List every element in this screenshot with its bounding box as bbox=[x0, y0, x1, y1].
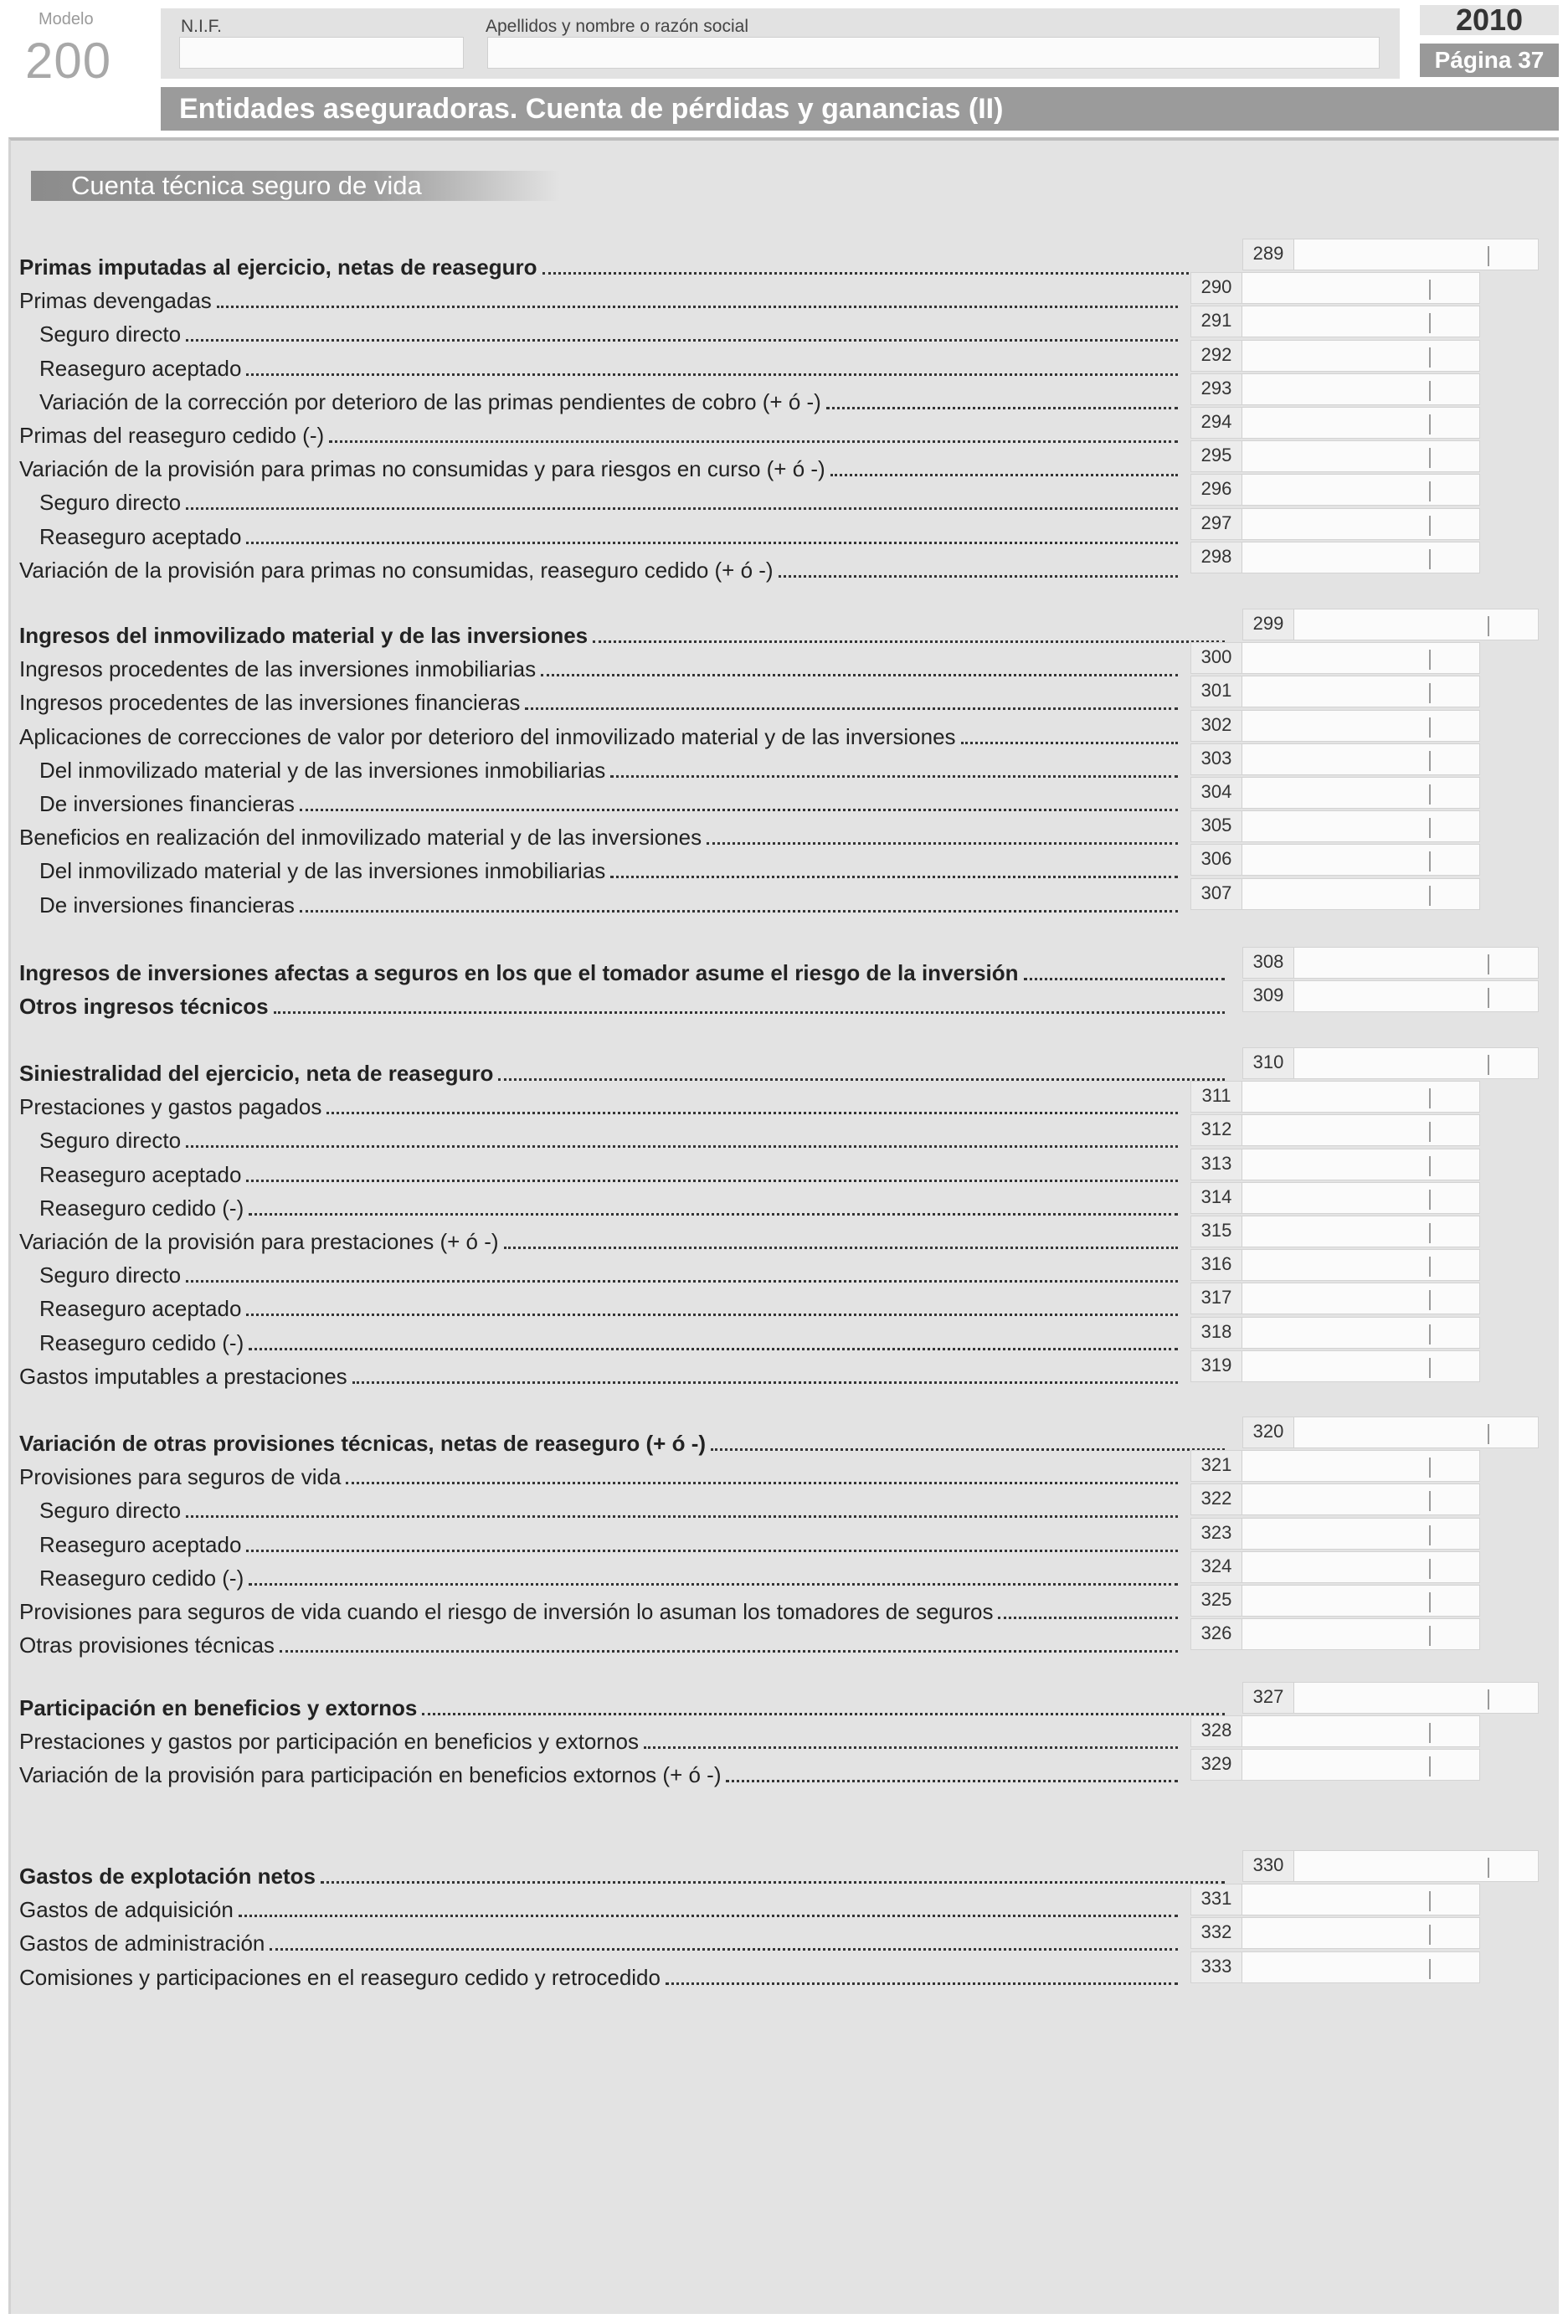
name-input[interactable] bbox=[487, 37, 1380, 69]
amount-field-332[interactable] bbox=[1190, 1917, 1480, 1949]
line-item-319 bbox=[19, 1359, 1178, 1392]
line-item-label: Seguro directo bbox=[39, 1262, 182, 1288]
line-item-306 bbox=[19, 853, 1178, 887]
line-item-316 bbox=[19, 1257, 1178, 1291]
amount-field-293[interactable] bbox=[1190, 373, 1480, 405]
dot-leader bbox=[246, 1314, 1178, 1316]
box-code: 295 bbox=[1191, 441, 1242, 471]
dot-leader bbox=[321, 1881, 1225, 1884]
dot-leader bbox=[217, 306, 1178, 308]
dot-leader bbox=[998, 1617, 1178, 1619]
box-code: 324 bbox=[1191, 1552, 1242, 1582]
decimal-separator-mark bbox=[1429, 1891, 1431, 1911]
box-code: 332 bbox=[1191, 1918, 1242, 1948]
box-code: 310 bbox=[1243, 1048, 1294, 1078]
box-code: 290 bbox=[1191, 273, 1242, 303]
amount-field-327[interactable] bbox=[1242, 1682, 1539, 1714]
line-item-label: De inversiones financieras bbox=[39, 791, 295, 816]
nif-input[interactable] bbox=[179, 37, 464, 69]
decimal-separator-mark bbox=[1429, 818, 1431, 838]
line-item-300 bbox=[19, 651, 1178, 685]
amount-field-318[interactable] bbox=[1190, 1317, 1480, 1349]
taxpayer-id-panel bbox=[161, 8, 1400, 79]
amount-field-324[interactable] bbox=[1190, 1551, 1480, 1583]
decimal-separator-mark bbox=[1488, 246, 1489, 266]
box-code: 333 bbox=[1191, 1952, 1242, 1982]
amount-field-331[interactable] bbox=[1190, 1884, 1480, 1915]
dot-leader bbox=[249, 1348, 1178, 1350]
line-item-label: Primas del reaseguro cedido (-) bbox=[19, 423, 325, 448]
line-item-label: Reaseguro aceptado bbox=[39, 1296, 242, 1322]
amount-field-307[interactable] bbox=[1190, 878, 1480, 910]
line-item-328 bbox=[19, 1724, 1178, 1757]
decimal-separator-mark bbox=[1488, 1858, 1489, 1878]
line-item-label: Del inmovilizado material y de las inversiones inmobiliarias bbox=[39, 858, 606, 884]
dot-leader bbox=[274, 1011, 1225, 1014]
box-code: 319 bbox=[1191, 1351, 1242, 1381]
decimal-separator-mark bbox=[1429, 1458, 1431, 1478]
line-item-326 bbox=[19, 1627, 1178, 1661]
line-item-label: Prestaciones y gastos pagados bbox=[19, 1094, 322, 1120]
line-item-330 bbox=[19, 1859, 1225, 1892]
line-item-294 bbox=[19, 418, 1178, 451]
box-code: 314 bbox=[1191, 1183, 1242, 1213]
box-code: 323 bbox=[1191, 1519, 1242, 1549]
decimal-separator-mark bbox=[1488, 988, 1489, 1008]
decimal-separator-mark bbox=[1429, 1723, 1431, 1743]
decimal-separator-mark bbox=[1429, 751, 1431, 771]
line-item-305 bbox=[19, 820, 1178, 853]
dot-leader bbox=[711, 1448, 1225, 1451]
line-item-label: Reaseguro aceptado bbox=[39, 1531, 242, 1557]
line-item-301 bbox=[19, 685, 1178, 718]
box-code: 326 bbox=[1191, 1619, 1242, 1649]
modelo-label: Modelo bbox=[39, 10, 94, 28]
decimal-separator-mark bbox=[1429, 549, 1431, 569]
amount-field-312[interactable] bbox=[1190, 1114, 1480, 1146]
amount-field-326[interactable] bbox=[1190, 1618, 1480, 1650]
decimal-separator-mark bbox=[1488, 616, 1489, 636]
box-code: 313 bbox=[1191, 1149, 1242, 1180]
line-item-289 bbox=[19, 249, 1225, 283]
box-code: 311 bbox=[1191, 1082, 1242, 1112]
line-item-299 bbox=[19, 618, 1225, 651]
amount-field-313[interactable] bbox=[1190, 1149, 1480, 1180]
line-item-332 bbox=[19, 1926, 1178, 1959]
line-item-label: De inversiones financieras bbox=[39, 892, 295, 918]
amount-field-302[interactable] bbox=[1190, 710, 1480, 742]
box-code: 306 bbox=[1191, 845, 1242, 875]
amount-field-306[interactable] bbox=[1190, 844, 1480, 876]
decimal-separator-mark bbox=[1429, 414, 1431, 434]
decimal-separator-mark bbox=[1429, 1959, 1431, 1979]
line-item-322 bbox=[19, 1493, 1178, 1526]
decimal-separator-mark bbox=[1429, 347, 1431, 368]
title-bar bbox=[161, 87, 1559, 131]
box-code: 321 bbox=[1191, 1451, 1242, 1481]
line-item-label: Variación de otras provisiones técnicas, netas de reaseguro (+ ó -) bbox=[19, 1431, 707, 1456]
line-item-label: Aplicaciones de correcciones de valor por deterioro del inmovilizado material y de las inversiones bbox=[19, 723, 956, 749]
line-item-307 bbox=[19, 887, 1178, 921]
dot-leader bbox=[329, 440, 1178, 443]
line-item-label: Otras provisiones técnicas bbox=[19, 1632, 275, 1658]
amount-field-329[interactable] bbox=[1190, 1749, 1480, 1781]
line-item-291 bbox=[19, 316, 1178, 350]
dot-leader bbox=[1024, 978, 1225, 980]
box-code: 293 bbox=[1191, 374, 1242, 404]
decimal-separator-mark bbox=[1429, 650, 1431, 670]
line-item-label: Ingresos de inversiones afectas a seguros en los que el tomador asume el riesgo de la inversión bbox=[19, 960, 1019, 985]
section-title: Cuenta técnica seguro de vida bbox=[31, 171, 560, 201]
line-item-302 bbox=[19, 719, 1178, 753]
line-item-label: Primas imputadas al ejercicio, netas de reaseguro bbox=[19, 255, 537, 280]
line-item-label: Participación en beneficios y extornos bbox=[19, 1695, 418, 1720]
line-item-label: Siniestralidad del ejercicio, neta de reaseguro bbox=[19, 1061, 494, 1086]
dot-leader bbox=[610, 876, 1178, 878]
line-item-295 bbox=[19, 451, 1178, 485]
line-item-label: Beneficios en realización del inmovilizado material y de las inversiones bbox=[19, 825, 702, 851]
decimal-separator-mark bbox=[1429, 313, 1431, 333]
dot-leader bbox=[270, 1948, 1178, 1951]
year-badge: 2010 bbox=[1420, 5, 1559, 35]
decimal-separator-mark bbox=[1429, 1324, 1431, 1345]
amount-field-330[interactable] bbox=[1242, 1850, 1539, 1882]
box-code: 308 bbox=[1243, 948, 1294, 978]
dot-leader bbox=[246, 542, 1178, 544]
box-code: 292 bbox=[1191, 341, 1242, 371]
dot-leader bbox=[186, 339, 1178, 342]
amount-field-297[interactable] bbox=[1190, 508, 1480, 540]
box-code: 316 bbox=[1191, 1250, 1242, 1280]
line-item-310 bbox=[19, 1056, 1225, 1089]
line-item-308 bbox=[19, 955, 1225, 989]
box-code: 296 bbox=[1191, 475, 1242, 505]
dot-leader bbox=[246, 1550, 1178, 1552]
line-item-label: Reaseguro cedido (-) bbox=[39, 1195, 244, 1221]
decimal-separator-mark bbox=[1429, 448, 1431, 468]
line-item-label: Ingresos procedentes de las inversiones inmobiliarias bbox=[19, 656, 537, 682]
dot-leader bbox=[186, 507, 1178, 510]
dot-leader bbox=[300, 910, 1178, 913]
line-item-325 bbox=[19, 1594, 1178, 1627]
amount-field-300[interactable] bbox=[1190, 642, 1480, 674]
line-item-label: Seguro directo bbox=[39, 321, 182, 347]
line-item-label: Variación de la provisión para prestaciones (+ ó -) bbox=[19, 1229, 499, 1254]
box-code: 312 bbox=[1191, 1115, 1242, 1145]
line-item-label: Provisiones para seguros de vida cuando el riesgo de inversión lo asuman los tomadores de seguros bbox=[19, 1599, 994, 1624]
decimal-separator-mark bbox=[1429, 1592, 1431, 1612]
decimal-separator-mark bbox=[1429, 1223, 1431, 1243]
dot-leader bbox=[280, 1650, 1178, 1653]
line-item-label: Reaseguro cedido (-) bbox=[39, 1329, 244, 1355]
dot-leader bbox=[707, 842, 1178, 845]
line-item-label: Seguro directo bbox=[39, 490, 182, 516]
amount-field-319[interactable] bbox=[1190, 1350, 1480, 1382]
box-code: 322 bbox=[1191, 1484, 1242, 1514]
decimal-separator-mark bbox=[1429, 1088, 1431, 1108]
box-code: 291 bbox=[1191, 306, 1242, 337]
amount-field-317[interactable] bbox=[1190, 1283, 1480, 1314]
decimal-separator-mark bbox=[1488, 1689, 1489, 1710]
dot-leader bbox=[186, 1145, 1178, 1148]
line-item-303 bbox=[19, 753, 1178, 786]
decimal-separator-mark bbox=[1429, 1559, 1431, 1579]
decimal-separator-mark bbox=[1488, 1055, 1489, 1075]
line-item-label: Reaseguro aceptado bbox=[39, 355, 242, 381]
box-code: 325 bbox=[1191, 1586, 1242, 1616]
line-item-label: Gastos de explotación netos bbox=[19, 1864, 316, 1889]
line-item-313 bbox=[19, 1157, 1178, 1190]
line-item-318 bbox=[19, 1325, 1178, 1359]
dot-leader bbox=[961, 742, 1178, 744]
line-item-label: Ingresos del inmovilizado material y de las inversiones bbox=[19, 623, 589, 648]
line-item-label: Variación de la corrección por deterioro de las primas pendientes de cobro (+ ó -) bbox=[39, 388, 821, 414]
amount-field-323[interactable] bbox=[1190, 1518, 1480, 1550]
line-item-label: Otros ingresos técnicos bbox=[19, 994, 269, 1020]
line-item-292 bbox=[19, 351, 1178, 384]
decimal-separator-mark bbox=[1429, 1626, 1431, 1646]
decimal-separator-mark bbox=[1429, 1156, 1431, 1176]
box-code: 307 bbox=[1191, 879, 1242, 909]
dot-leader bbox=[644, 1746, 1178, 1749]
line-item-311 bbox=[19, 1089, 1178, 1123]
dot-leader bbox=[593, 640, 1225, 643]
dot-leader bbox=[246, 373, 1178, 376]
box-code: 315 bbox=[1191, 1216, 1242, 1247]
amount-field-310[interactable] bbox=[1242, 1047, 1539, 1079]
line-item-293 bbox=[19, 384, 1178, 418]
box-code: 302 bbox=[1191, 711, 1242, 741]
decimal-separator-mark bbox=[1429, 381, 1431, 401]
decimal-separator-mark bbox=[1429, 516, 1431, 536]
line-item-298 bbox=[19, 553, 1178, 586]
line-item-label: Reaseguro aceptado bbox=[39, 1161, 242, 1187]
decimal-separator-mark bbox=[1429, 683, 1431, 703]
decimal-separator-mark bbox=[1429, 1290, 1431, 1310]
line-item-317 bbox=[19, 1291, 1178, 1324]
line-item-324 bbox=[19, 1560, 1178, 1594]
line-item-label: Variación de la provisión para participación en beneficios extornos (+ ó -) bbox=[19, 1762, 722, 1788]
line-item-327 bbox=[19, 1690, 1225, 1724]
dot-leader bbox=[186, 1280, 1178, 1283]
amount-field-301[interactable] bbox=[1190, 676, 1480, 707]
box-code: 289 bbox=[1243, 239, 1294, 270]
box-code: 299 bbox=[1243, 609, 1294, 640]
box-code: 298 bbox=[1191, 542, 1242, 573]
decimal-separator-mark bbox=[1488, 954, 1489, 974]
line-item-309 bbox=[19, 989, 1225, 1022]
amount-field-289[interactable] bbox=[1242, 239, 1539, 270]
dot-leader bbox=[666, 1982, 1178, 1985]
dot-leader bbox=[525, 707, 1178, 710]
box-code: 301 bbox=[1191, 676, 1242, 707]
amount-field-299[interactable] bbox=[1242, 609, 1539, 640]
box-code: 320 bbox=[1243, 1417, 1294, 1447]
name-label: Apellidos y nombre o razón social bbox=[486, 17, 748, 36]
dot-leader bbox=[186, 1515, 1178, 1518]
decimal-separator-mark bbox=[1429, 1122, 1431, 1142]
decimal-separator-mark bbox=[1488, 1424, 1489, 1444]
amount-field-294[interactable] bbox=[1190, 407, 1480, 439]
amount-field-308[interactable] bbox=[1242, 947, 1539, 979]
decimal-separator-mark bbox=[1429, 1491, 1431, 1511]
line-item-label: Variación de la provisión para primas no consumidas y para riesgos en curso (+ ó -) bbox=[19, 456, 825, 482]
line-item-290 bbox=[19, 283, 1178, 316]
decimal-separator-mark bbox=[1429, 1925, 1431, 1945]
line-item-297 bbox=[19, 519, 1178, 553]
amount-field-316[interactable] bbox=[1190, 1249, 1480, 1281]
dot-leader bbox=[246, 1180, 1178, 1182]
amount-field-298[interactable] bbox=[1190, 542, 1480, 573]
box-code: 309 bbox=[1243, 981, 1294, 1011]
line-item-323 bbox=[19, 1527, 1178, 1560]
line-item-label: Gastos imputables a prestaciones bbox=[19, 1363, 347, 1389]
dot-leader bbox=[541, 674, 1178, 676]
amount-field-311[interactable] bbox=[1190, 1081, 1480, 1113]
line-item-321 bbox=[19, 1459, 1178, 1493]
decimal-separator-mark bbox=[1429, 1358, 1431, 1378]
decimal-separator-mark bbox=[1429, 1756, 1431, 1776]
box-code: 294 bbox=[1191, 408, 1242, 438]
line-item-label: Ingresos procedentes de las inversiones financieras bbox=[19, 690, 521, 716]
line-item-333 bbox=[19, 1960, 1178, 1993]
line-item-315 bbox=[19, 1224, 1178, 1257]
line-item-304 bbox=[19, 786, 1178, 820]
decimal-separator-mark bbox=[1429, 851, 1431, 872]
amount-field-314[interactable] bbox=[1190, 1182, 1480, 1214]
line-item-label: Seguro directo bbox=[39, 1498, 182, 1524]
page-number-badge: Página 37 bbox=[1420, 44, 1559, 77]
line-item-label: Comisiones y participaciones en el reaseguro cedido y retrocedido bbox=[19, 1964, 661, 1990]
box-code: 328 bbox=[1191, 1716, 1242, 1746]
line-item-314 bbox=[19, 1190, 1178, 1224]
amount-field-333[interactable] bbox=[1190, 1951, 1480, 1983]
decimal-separator-mark bbox=[1429, 784, 1431, 805]
box-code: 331 bbox=[1191, 1884, 1242, 1915]
box-code: 297 bbox=[1191, 509, 1242, 539]
line-item-label: Reaseguro aceptado bbox=[39, 523, 242, 549]
line-item-label: Prestaciones y gastos por participación en beneficios y extornos bbox=[19, 1729, 639, 1755]
dot-leader bbox=[422, 1713, 1225, 1715]
amount-field-309[interactable] bbox=[1242, 980, 1539, 1012]
decimal-separator-mark bbox=[1429, 481, 1431, 501]
amount-field-322[interactable] bbox=[1190, 1483, 1480, 1515]
dot-leader bbox=[610, 775, 1178, 778]
amount-field-295[interactable] bbox=[1190, 440, 1480, 472]
line-item-label: Provisiones para seguros de vida bbox=[19, 1464, 342, 1490]
dot-leader bbox=[726, 1780, 1178, 1782]
dot-leader bbox=[326, 1112, 1178, 1114]
line-item-label: Del inmovilizado material y de las inversiones inmobiliarias bbox=[39, 757, 606, 783]
decimal-separator-mark bbox=[1429, 886, 1431, 906]
box-code: 304 bbox=[1191, 778, 1242, 808]
amount-field-292[interactable] bbox=[1190, 340, 1480, 372]
dot-leader bbox=[346, 1482, 1178, 1484]
dot-leader bbox=[352, 1381, 1178, 1384]
amount-field-305[interactable] bbox=[1190, 810, 1480, 842]
dot-leader bbox=[830, 474, 1178, 476]
line-item-label: Gastos de adquisición bbox=[19, 1897, 234, 1923]
decimal-separator-mark bbox=[1429, 1257, 1431, 1277]
box-code: 318 bbox=[1191, 1318, 1242, 1348]
decimal-separator-mark bbox=[1429, 717, 1431, 738]
amount-field-328[interactable] bbox=[1190, 1715, 1480, 1747]
line-item-label: Reaseguro cedido (-) bbox=[39, 1565, 244, 1591]
amount-field-303[interactable] bbox=[1190, 743, 1480, 775]
dot-leader bbox=[249, 1583, 1178, 1586]
amount-field-325[interactable] bbox=[1190, 1585, 1480, 1617]
nif-label: N.I.F. bbox=[181, 17, 223, 36]
dot-leader bbox=[779, 575, 1178, 578]
amount-field-296[interactable] bbox=[1190, 474, 1480, 506]
dot-leader bbox=[300, 809, 1178, 811]
decimal-separator-mark bbox=[1429, 280, 1431, 300]
modelo-number: 200 bbox=[25, 33, 112, 89]
line-item-312 bbox=[19, 1123, 1178, 1156]
line-item-331 bbox=[19, 1892, 1178, 1926]
dot-leader bbox=[826, 407, 1178, 409]
dot-leader bbox=[542, 272, 1226, 275]
amount-field-320[interactable] bbox=[1242, 1417, 1539, 1448]
box-code: 330 bbox=[1243, 1851, 1294, 1881]
line-item-label: Seguro directo bbox=[39, 1128, 182, 1154]
amount-field-291[interactable] bbox=[1190, 306, 1480, 337]
line-item-296 bbox=[19, 485, 1178, 518]
decimal-separator-mark bbox=[1429, 1525, 1431, 1545]
box-code: 317 bbox=[1191, 1283, 1242, 1314]
line-item-329 bbox=[19, 1757, 1178, 1791]
box-code: 329 bbox=[1191, 1750, 1242, 1780]
line-item-label: Variación de la provisión para primas no consumidas, reaseguro cedido (+ ó -) bbox=[19, 557, 774, 583]
line-item-label: Gastos de administración bbox=[19, 1931, 265, 1956]
dot-leader bbox=[504, 1247, 1178, 1249]
box-code: 300 bbox=[1191, 643, 1242, 673]
box-code: 305 bbox=[1191, 811, 1242, 841]
amount-field-315[interactable] bbox=[1190, 1216, 1480, 1247]
box-code: 327 bbox=[1243, 1683, 1294, 1713]
amount-field-290[interactable] bbox=[1190, 272, 1480, 304]
line-item-320 bbox=[19, 1426, 1225, 1459]
decimal-separator-mark bbox=[1429, 1190, 1431, 1210]
page-title: Entidades aseguradoras. Cuenta de pérdidas y ganancias (II) bbox=[179, 93, 1004, 125]
box-code: 303 bbox=[1191, 744, 1242, 774]
dot-leader bbox=[239, 1915, 1178, 1917]
amount-field-304[interactable] bbox=[1190, 777, 1480, 809]
dot-leader bbox=[498, 1078, 1225, 1081]
dot-leader bbox=[249, 1213, 1178, 1216]
line-item-label: Primas devengadas bbox=[19, 288, 212, 314]
amount-field-321[interactable] bbox=[1190, 1450, 1480, 1482]
